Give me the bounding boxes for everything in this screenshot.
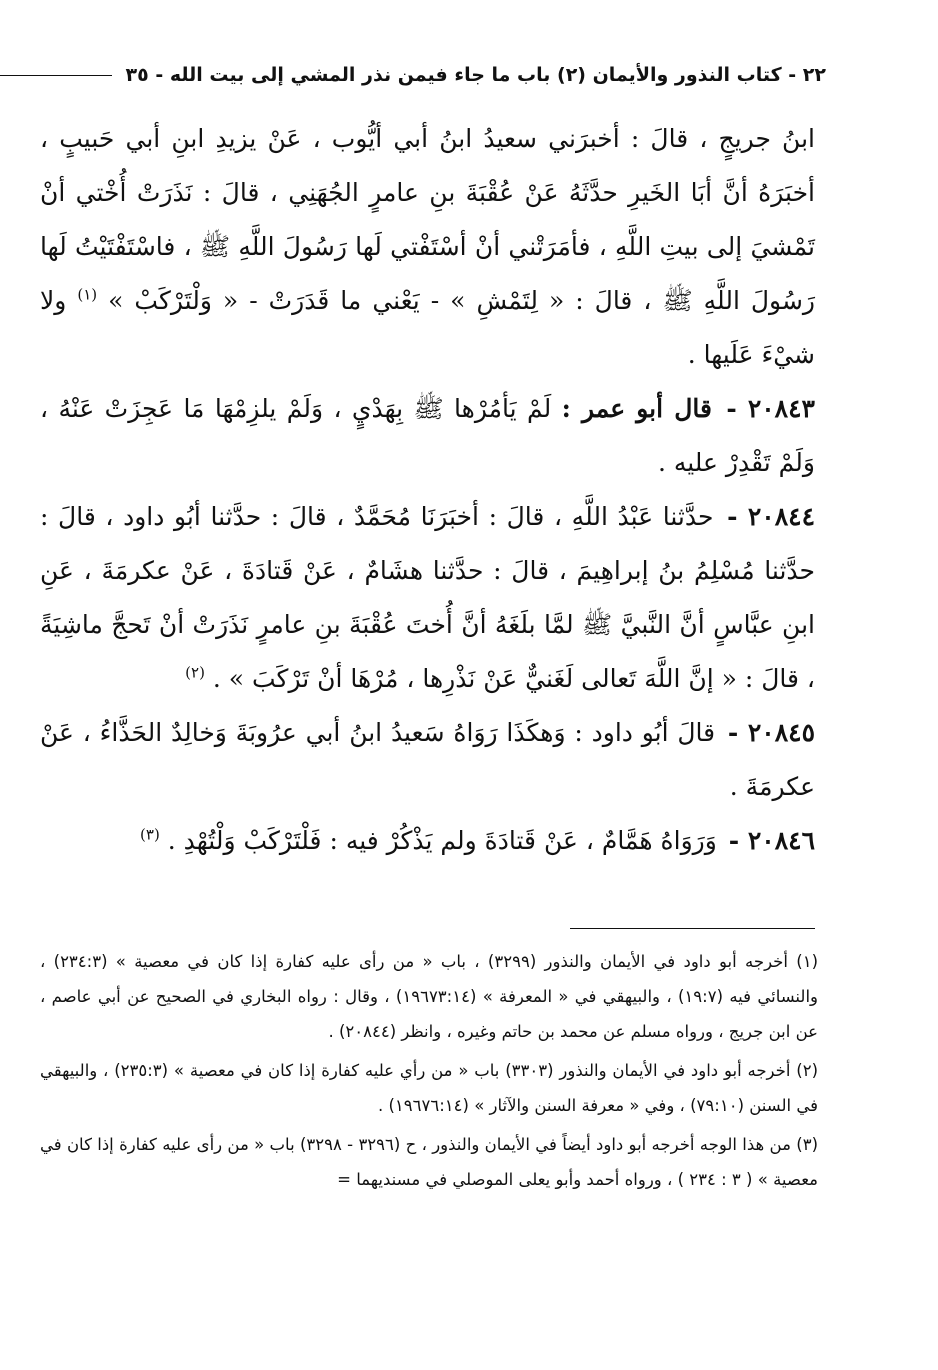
paragraph-text-end: ولا شيْءَ عَلَيها .	[40, 286, 815, 369]
hadith-number: ٢٠٨٤٦ -	[728, 826, 815, 855]
footnote-separator	[570, 928, 815, 929]
hadith-20844	[40, 490, 815, 706]
hadith-20845	[40, 706, 815, 814]
footnote-1: (١) أخرجه أبو داود في الأيمان والنذور (٣٢٩٩) ، باب « من رأى عليه كفارة إذا كان في معصية » (٢٣٤:٣) ، والنسائي فيه (١٩:٧) ، والبيهقي في « المعرفة » (١٩٦٧٣:١٤) ، وقال : رواه البخاري في الصحيح عن أبي عاصم ، عن ابن جريج ، ورواه مسلم عن محمد بن حاتم وغيره ، وانظر (٢٠٨٤٤) .	[40, 952, 818, 1041]
footnote-ref-3[interactable]: (٣)	[140, 825, 160, 844]
running-head	[60, 58, 826, 92]
header-rule	[0, 75, 112, 76]
hadith-20843	[40, 382, 815, 490]
paragraph-text: ابنُ جريجٍ ، قالَ : أخبرَني سعيدُ ابنُ أبي أيُّوب ، عَنْ يزيدِ ابنِ أبي حَبيبٍ ، أخبَرَهُ أنَّ أبَا الخَيرِ حدَّثَهُ عَنْ عُقْبَةَ بنِ عامرٍ الجُهَنِي ، قالَ : نَذَرَتْ أُخْتي أنْ تَمْشيَ إلى بيتِ اللَّهِ ، فأمَرَتْني أنْ أسْتَفْتي لَها رَسُولَ اللَّهِ ﷺ ، فاسْتَفْتَيْتُ لَها رَسُولَ اللَّهِ ﷺ ، قالَ : « لِتَمْشِ » - يَعْني ما قَدَرَتْ - « وَلْتَرْكَبْ »	[40, 124, 815, 315]
hadith-number: ٢٠٨٤٥ -	[727, 718, 815, 747]
hadith-text: لَمْ يَأمُرْها ﷺ بِهَدْيٍ ، وَلَمْ يلزِمْهَا مَا عَجِزَتْ عَنْهُ ، وَلَمْ تَقْدِرْ عليه .	[40, 394, 815, 477]
hadith-text: وَرَوَاهُ هَمَّامٌ ، عَنْ قَتادَةَ ولم يَذْكُرْ فيه : فَلْتَرْكَبْ وَلْتُهْدِ .	[167, 826, 717, 855]
running-head-text: ٢٢ - كتاب النذور والأيمان (٢) باب ما جاء فيمن نذر المشي إلى بيت الله - ٣٥	[125, 64, 826, 86]
paragraph-continuation	[40, 112, 815, 382]
footnotes	[40, 944, 818, 1201]
footnote-3: (٣) من هذا الوجه أخرجه أبو داود أيضاً في الأيمان والنذور ، ح (٣٢٩٦ - ٣٢٩٨) باب « من رأى عليه كفارة إذا كان في معصية » ( ٣ : ٢٣٤ ) ، ورواه أحمد وأبو يعلى الموصلي في مسنديهما =	[40, 1135, 818, 1189]
commentator-label: قال أبو عمر :	[561, 394, 712, 423]
hadith-number: ٢٠٨٤٣ -	[726, 394, 815, 423]
footnote-ref-2[interactable]: (٢)	[185, 663, 205, 682]
footnote-ref-1[interactable]: (١)	[77, 285, 98, 304]
main-text	[40, 112, 815, 868]
hadith-20846	[40, 814, 815, 868]
hadith-text: حدَّثنا عَبْدُ اللَّهِ ، قالَ : أخبَرَنَا مُحَمَّدٌ ، قالَ : حدَّثنا أبُو داود ، قالَ : حدَّثنا مُسْلِمُ بنُ إبراهِيمَ ، قالَ : حدَّثنا هشَامٌ ، عَنْ قَتادَةَ ، عَنْ عكرمَةَ ، عَنِ ابنِ عبَّاسٍ أنَّ النَّبيَّ ﷺ لمَّا بلَغَهُ أنَّ أُختَ عُقْبَةَ بنِ عامرٍ نَذَرَتْ أنْ تَحجَّ ماشِيَةً ، قالَ : « إنَّ اللَّهَ تَعالى لَغَنيٌّ عَنْ نَذْرِها ، مُرْهَا أنْ تَرْكَبَ » .	[40, 502, 815, 693]
footnote-2: (٢) أخرجه أبو داود في الأيمان والنذور (٣٣٠٣) باب « من رأي عليه كفارة إذا كان في معصية » (٢٣٥:٣) ، والبيهقي في السنن (٧٩:١٠) ، وفي « معرفة السنن والآثار » (١٩٦٧٦:١٤) .	[40, 1061, 818, 1115]
hadith-number: ٢٠٨٤٤ -	[727, 502, 815, 531]
hadith-text: قالَ أبُو داود : وَهكَذَا رَوَاهُ سَعيدُ ابنُ أبي عرُوبَةَ وَخالِدٌ الحَذَّاءُ ، عَنْ عكرمَةَ .	[40, 718, 815, 801]
